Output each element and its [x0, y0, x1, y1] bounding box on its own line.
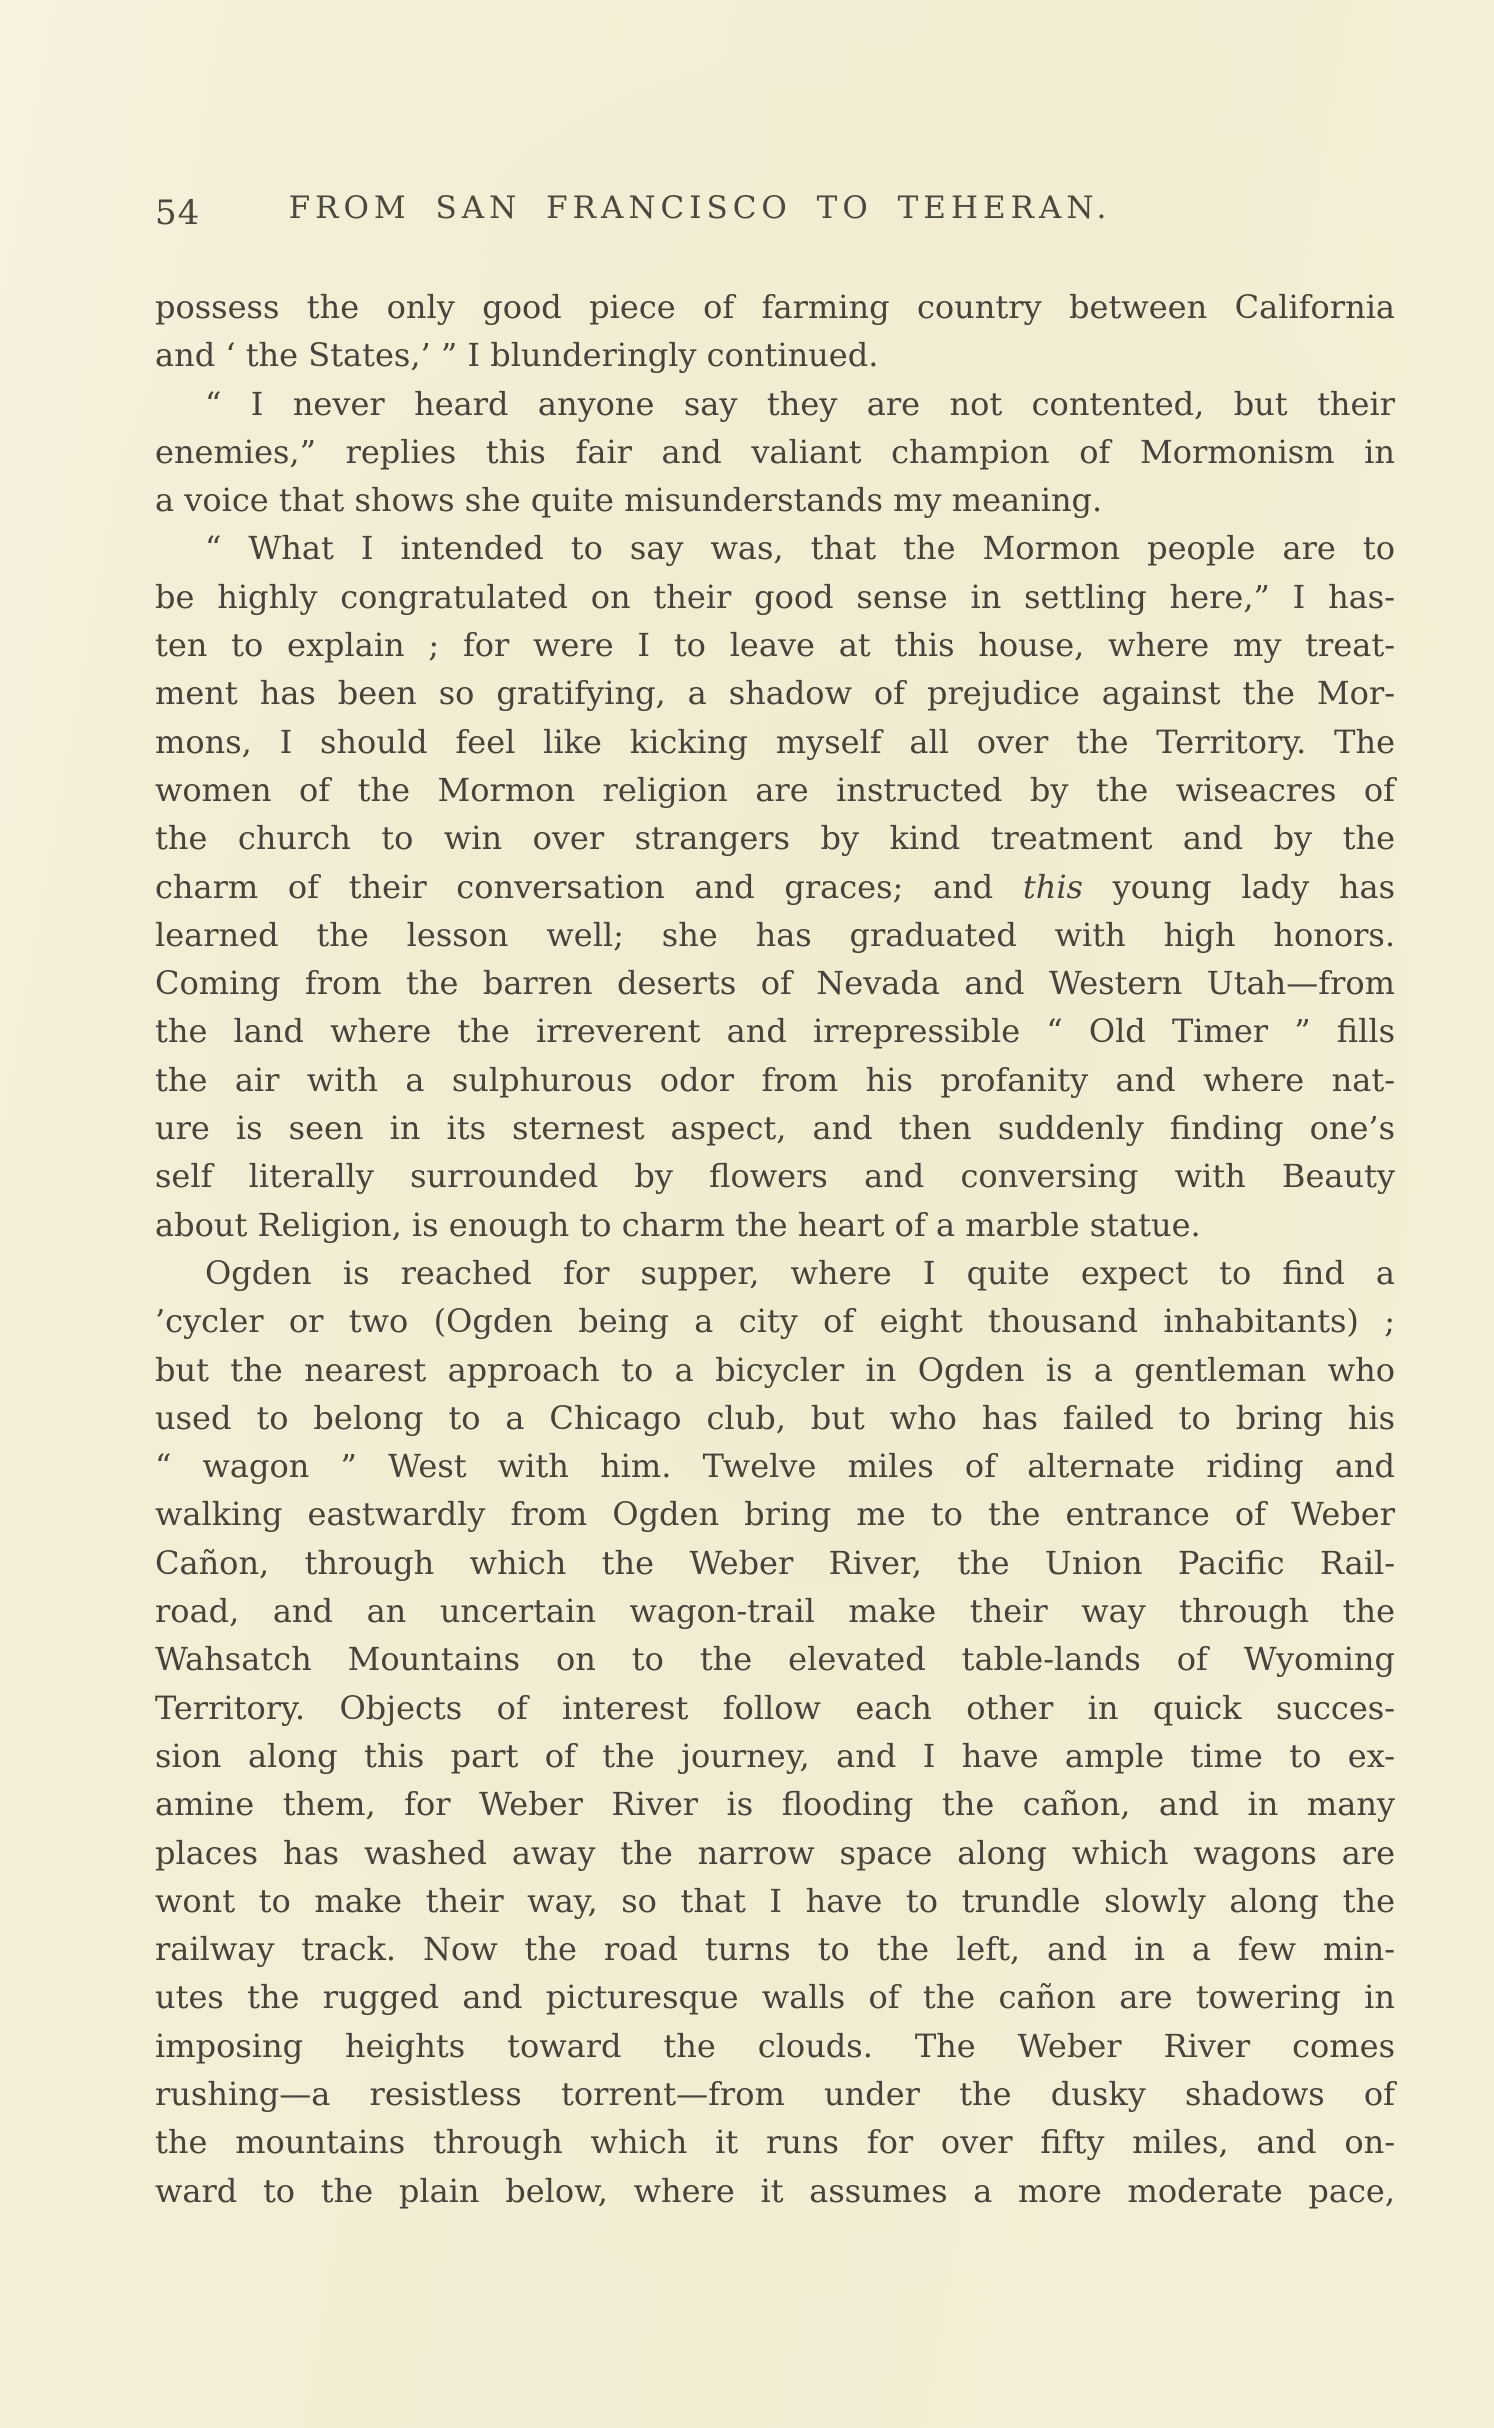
text-line: about Religion, is enough to charm the heart of a marble statue. [155, 1205, 1201, 1244]
text-line: used to belong to a Chicago club, but who has failed to bring his [155, 1398, 1395, 1437]
text-line: road, and an uncertain wagon-trail make their way through the [155, 1592, 1395, 1631]
text-line: self literally surrounded by flowers and conversing with Beauty [155, 1157, 1395, 1196]
text-line: Coming from the barren deserts of Nevada and Western Utah—from [155, 964, 1395, 1003]
text-line: learned the lesson well; she has graduated with high honors. [155, 915, 1395, 954]
text-line: mons, I should feel like kicking myself all over the Territory. The [155, 722, 1395, 761]
text-line: Cañon, through which the Weber River, the Union Pacific Rail- [155, 1543, 1395, 1582]
text-line: be highly congratulated on their good sense in settling here,” I has- [155, 577, 1395, 616]
text-line: Territory. Objects of interest follow each other in quick succes- [155, 1688, 1395, 1727]
text-line: the church to win over strangers by kind treatment and by the [155, 819, 1395, 858]
text-line: the mountains through which it runs for over fifty miles, and on- [155, 2123, 1395, 2162]
text-line: a voice that shows she quite misunderstands my meaning. [155, 481, 1103, 520]
text-line: places has washed away the narrow space along which wagons are [155, 1833, 1395, 1872]
text-line: utes the rugged and picturesque walls of the cañon are towering in [155, 1978, 1395, 2017]
text-line: ment has been so gratifying, a shadow of prejudice against the Mor- [155, 674, 1395, 713]
text-line: imposing heights toward the clouds. The Weber River comes [155, 2026, 1395, 2065]
text-line: and ‘ the States,’ ” I blunderingly continued. [155, 336, 879, 375]
text-line: charm of their conversation and graces; and this young lady has [155, 867, 1396, 906]
text-line: wont to make their way, so that I have to trundle slowly along the [155, 1881, 1395, 1920]
text-line: possess the only good piece of farming country between California [155, 288, 1395, 326]
text-line: ’cycler or two (Ogden being a city of eight thousand inhabitants) ; [155, 1302, 1395, 1341]
page-text [155, 283, 1395, 2215]
text-line: railway track. Now the road turns to the left, and in a few min- [155, 1930, 1395, 1969]
text-line: walking eastwardly from Ogden bring me to the entrance of Weber [155, 1495, 1395, 1534]
text-line: sion along this part of the journey, and I have ample time to ex- [155, 1736, 1395, 1775]
text-line: ward to the plain below, where it assumes a more moderate pace, [155, 2171, 1395, 2210]
page-header [155, 190, 1395, 236]
text-line: the land where the irreverent and irrepressible “ Old Timer ” fills [155, 1012, 1395, 1051]
text-line: amine them, for Weber River is flooding the cañon, and in many [155, 1785, 1395, 1824]
text-line: “ What I intended to say was, that the Mormon people are to [205, 529, 1395, 568]
text-line: enemies,” replies this fair and valiant champion of Mormonism in [155, 432, 1395, 471]
text-line: the air with a sulphurous odor from his profanity and where nat- [155, 1060, 1395, 1099]
text-line: but the nearest approach to a bicycler in Ogden is a gentleman who [155, 1350, 1395, 1389]
text-line: “ I never heard anyone say they are not contented, but their [205, 384, 1395, 423]
running-title: FROM SAN FRANCISCO TO TEHERAN. [288, 190, 1112, 226]
text-line: ten to explain ; for were I to leave at this house, where my treat- [155, 626, 1395, 665]
text-line: Ogden is reached for supper, where I quite expect to find a [205, 1253, 1395, 1292]
page-number: 54 [155, 193, 201, 233]
text-line: ure is seen in its sternest aspect, and then suddenly finding one’s [155, 1109, 1395, 1148]
text-line: Wahsatch Mountains on to the elevated table-lands of Wyoming [155, 1640, 1395, 1679]
text-line: “ wagon ” West with him. Twelve miles of alternate riding and [155, 1447, 1395, 1486]
text-line: rushing—a resistless torrent—from under the dusky shadows of [155, 2074, 1395, 2113]
text-line: women of the Mormon religion are instructed by the wiseacres of [155, 770, 1395, 809]
